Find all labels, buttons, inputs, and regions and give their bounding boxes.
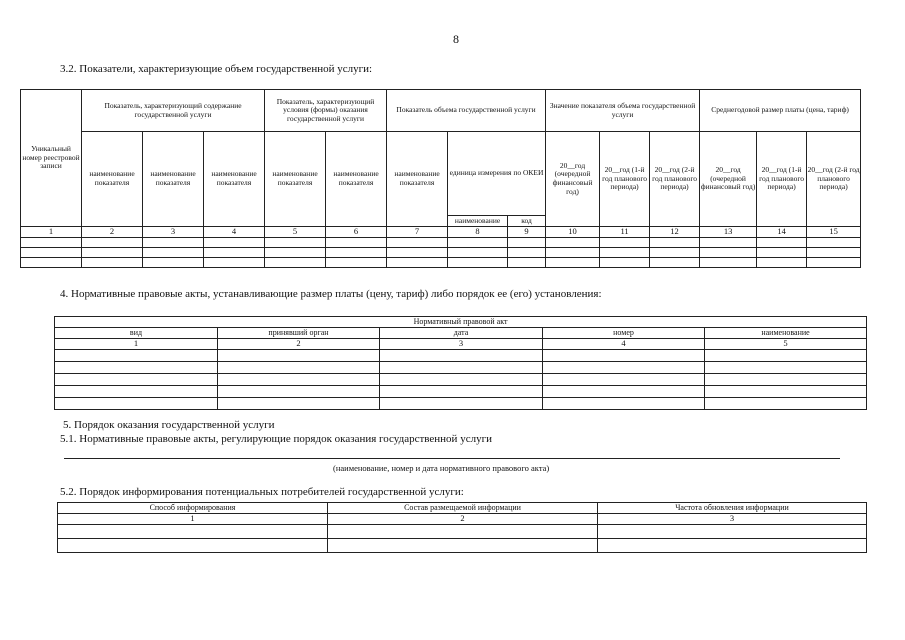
column-number: 4	[543, 339, 705, 350]
column-header: Состав размещаемой информации	[328, 503, 598, 514]
section-5-title: 5. Порядок оказания государственной услуги	[63, 419, 275, 431]
column-number: 15	[807, 227, 861, 238]
column-number: 5	[705, 339, 867, 350]
column-number: 2	[328, 514, 598, 525]
header-indicator-name: наименование показателя	[143, 132, 204, 227]
header-content-indicator: Показатель, характеризующий содержание государственной услуги	[82, 90, 265, 132]
column-number: 2	[218, 339, 380, 350]
page-number: 8	[453, 32, 459, 46]
header-conditions-indicator: Показатель, характеризующий условия (формы) оказания государственной услуги	[265, 90, 387, 132]
header-year-first: 20__год (1-й год планового периода)	[757, 132, 807, 227]
header-year-current: 20__год (очередной финансовый год)	[546, 132, 600, 227]
column-number: 14	[757, 227, 807, 238]
header-volume-value: Значение показателя объема государственной услуги	[546, 90, 700, 132]
column-number: 11	[600, 227, 650, 238]
column-number: 4	[204, 227, 265, 238]
table-row	[55, 362, 867, 374]
column-number: 1	[55, 339, 218, 350]
informing-table	[57, 502, 867, 553]
section-5-1-title: 5.1. Нормативные правовые акты, регулирующие порядок оказания государственной услуги	[60, 433, 492, 445]
column-header: принявший орган	[218, 328, 380, 339]
column-header: номер	[543, 328, 705, 339]
column-number: 3	[143, 227, 204, 238]
header-year-second: 20__год (2-й год планового периода)	[650, 132, 700, 227]
header-unit-name: наименование	[448, 216, 508, 227]
table-row	[55, 374, 867, 386]
table-row	[55, 386, 867, 398]
header-year-second: 20__год (2-й год планового периода)	[807, 132, 861, 227]
column-header: Частота обновления информации	[598, 503, 867, 514]
header-volume-indicator: Показатель объема государственной услуги	[387, 90, 546, 132]
table-row	[55, 398, 867, 410]
column-number: 1	[58, 514, 328, 525]
header-year-first: 20__год (1-й год планового периода)	[600, 132, 650, 227]
header-unit-okei: единица измерения по ОКЕИ	[448, 132, 546, 216]
header-indicator-name: наименование показателя	[265, 132, 326, 227]
column-number: 13	[700, 227, 757, 238]
volume-indicators-table	[20, 89, 861, 268]
header-indicator-name: наименование показателя	[387, 132, 448, 227]
column-number: 6	[326, 227, 387, 238]
column-number: 12	[650, 227, 700, 238]
normative-act-caption: (наименование, номер и дата нормативного правового акта)	[333, 463, 550, 473]
column-number: 5	[265, 227, 326, 238]
table-row	[21, 257, 861, 267]
table-row	[58, 525, 867, 539]
column-number: 2	[82, 227, 143, 238]
header-avg-fee: Среднегодовой размер платы (цена, тариф)	[700, 90, 861, 132]
column-number: 10	[546, 227, 600, 238]
header-normative-act: Нормативный правовой акт	[55, 317, 867, 328]
section-5-2-title: 5.2. Порядок информирования потенциальных потребителей государственной услуги:	[60, 486, 464, 498]
section-4-title: 4. Нормативные правовые акты, устанавливающие размер платы (цену, тариф) либо порядок ее (его) установления:	[60, 288, 602, 300]
column-number: 8	[448, 227, 508, 238]
header-indicator-name: наименование показателя	[204, 132, 265, 227]
column-header: Способ информирования	[58, 503, 328, 514]
normative-acts-table	[54, 316, 867, 410]
column-number: 1	[21, 227, 82, 238]
table-row	[55, 350, 867, 362]
column-number: 7	[387, 227, 448, 238]
table-row	[21, 237, 861, 247]
column-number: 3	[380, 339, 543, 350]
header-indicator-name: наименование показателя	[326, 132, 387, 227]
column-number: 3	[598, 514, 867, 525]
column-header: наименование	[705, 328, 867, 339]
column-header: дата	[380, 328, 543, 339]
table-row	[21, 247, 861, 257]
underline-rule	[64, 458, 840, 459]
header-indicator-name: наименование показателя	[82, 132, 143, 227]
section-3-2-title: 3.2. Показатели, характеризующие объем государственной услуги:	[60, 63, 373, 75]
table-row	[58, 539, 867, 553]
header-year-current: 20__год (очередной финансовый год)	[700, 132, 757, 227]
header-unique-number: Уникальный номер реестровой записи	[21, 90, 82, 227]
header-unit-code: код	[508, 216, 546, 227]
column-number: 9	[508, 227, 546, 238]
column-header: вид	[55, 328, 218, 339]
